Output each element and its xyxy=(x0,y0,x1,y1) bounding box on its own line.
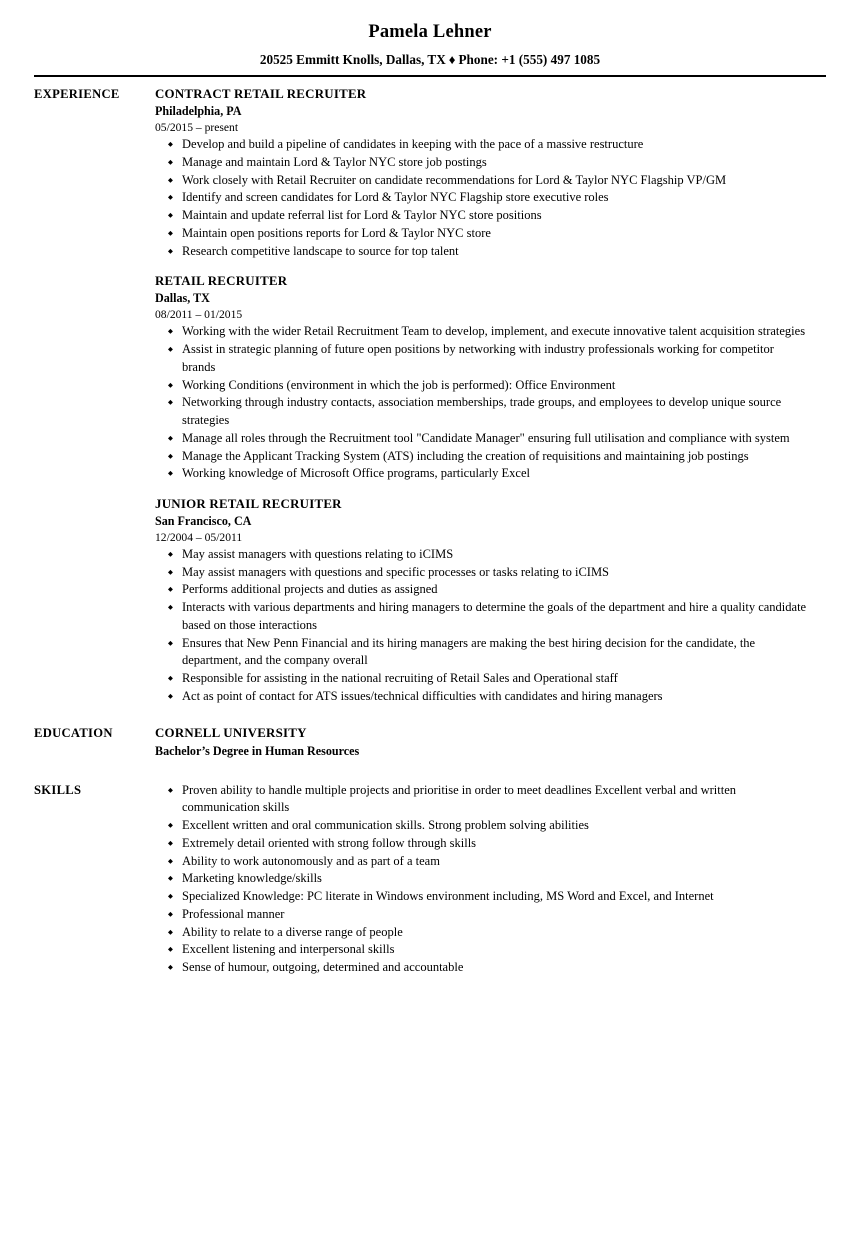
list-item: ◆ Working knowledge of Microsoft Office programs, particularly Excel xyxy=(155,465,810,483)
job-location: San Francisco, CA xyxy=(155,513,252,528)
list-item: ◆ Act as point of contact for ATS issues/technical difficulties with candidates and hiring managers xyxy=(155,688,810,706)
job-entry xyxy=(155,496,810,706)
list-item: ◆ Proven ability to handle multiple projects and prioritise in order to meet deadlines Excellent verbal and written communication skills xyxy=(155,782,810,818)
list-item: ◆ Excellent written and oral communication skills. Strong problem solving abilities xyxy=(155,817,810,835)
job-bullet-list xyxy=(155,323,810,483)
list-item: ◆ Professional manner xyxy=(155,906,810,924)
job-title: CONTRACT RETAIL RECRUITER xyxy=(155,87,367,102)
candidate-name: Pamela Lehner xyxy=(368,22,492,42)
school-name: CORNELL UNIVERSITY xyxy=(155,725,307,740)
list-item: ◆ Ensures that New Penn Financial and its hiring managers are making the best hiring decision for the candidate, the department, and the company overall xyxy=(155,635,810,671)
diamond-separator-icon: ♦ xyxy=(448,52,456,68)
job-location: Philadelphia, PA xyxy=(155,104,242,119)
contact-phone: Phone: +1 (555) 497 1085 xyxy=(458,52,601,68)
education-section xyxy=(0,725,860,760)
list-item: ◆ Identify and screen candidates for Lord & Taylor NYC Flagship store executive roles xyxy=(155,189,810,207)
job-dates: 08/2011 – 01/2015 xyxy=(155,308,243,322)
list-item: ◆ Marketing knowledge/skills xyxy=(155,870,810,888)
list-item: ◆ Extremely detail oriented with strong follow through skills xyxy=(155,835,810,853)
section-label-experience: EXPERIENCE xyxy=(34,87,120,102)
list-item: ◆ Manage and maintain Lord & Taylor NYC store job postings xyxy=(155,154,810,172)
list-item: ◆ Performs additional projects and duties as assigned xyxy=(155,581,810,599)
skills-body xyxy=(155,782,810,977)
degree-name: Bachelor’s Degree in Human Resources xyxy=(155,744,360,759)
education-entry xyxy=(155,725,810,760)
list-item: ◆ Sense of humour, outgoing, determined and accountable xyxy=(155,959,810,977)
header-divider xyxy=(34,75,826,77)
list-item: ◆ May assist managers with questions relating to iCIMS xyxy=(155,546,810,564)
job-bullet-list xyxy=(155,546,810,706)
list-item: ◆ Research competitive landscape to source for top talent xyxy=(155,243,810,261)
job-entry xyxy=(155,86,810,260)
list-item: ◆ Maintain open positions reports for Lord & Taylor NYC store xyxy=(155,225,810,243)
list-item: ◆ Responsible for assisting in the national recruiting of Retail Sales and Operational staff xyxy=(155,670,810,688)
list-item: ◆ Ability to work autonomously and as part of a team xyxy=(155,853,810,871)
skills-bullet-list xyxy=(155,782,810,977)
list-item: ◆ May assist managers with questions and specific processes or tasks relating to iCIMS xyxy=(155,564,810,582)
job-title: RETAIL RECRUITER xyxy=(155,274,288,289)
list-item: ◆ Work closely with Retail Recruiter on candidate recommendations for Lord & Taylor NYC Flagship VP/GM xyxy=(155,172,810,190)
list-item: ◆ Assist in strategic planning of future open positions by networking with industry professionals working for competitor brands xyxy=(155,341,810,377)
contact-line xyxy=(0,52,860,67)
skills-section xyxy=(0,782,860,977)
section-label-education: EDUCATION xyxy=(34,725,113,740)
section-label-skills: SKILLS xyxy=(34,782,82,797)
list-item: ◆ Manage all roles through the Recruitment tool "Candidate Manager" ensuring full utilisation and compliance with system xyxy=(155,430,810,448)
list-item: ◆ Manage the Applicant Tracking System (ATS) including the creation of requisitions and maintaining job postings xyxy=(155,448,810,466)
experience-body xyxy=(155,86,810,705)
list-item: ◆ Interacts with various departments and hiring managers to determine the goals of the department and hire a quality candidate based on those interactions xyxy=(155,599,810,635)
education-body xyxy=(155,725,810,760)
job-bullet-list xyxy=(155,136,810,260)
experience-section xyxy=(0,86,860,705)
job-dates: 05/2015 – present xyxy=(155,121,239,135)
list-item: ◆ Networking through industry contacts, association memberships, trade groups, and employees to develop unique source strategies xyxy=(155,394,810,430)
list-item: ◆ Maintain and update referral list for Lord & Taylor NYC store positions xyxy=(155,207,810,225)
job-title: JUNIOR RETAIL RECRUITER xyxy=(155,497,342,511)
job-entry xyxy=(155,273,810,483)
list-item: ◆ Working Conditions (environment in which the job is performed): Office Environment xyxy=(155,377,810,395)
job-location: Dallas, TX xyxy=(155,291,210,306)
list-item: ◆ Working with the wider Retail Recruitment Team to develop, implement, and execute innovative talent acquisition strategies xyxy=(155,323,810,341)
resume-header xyxy=(0,0,860,77)
list-item: ◆ Develop and build a pipeline of candidates in keeping with the pace of a massive restructure xyxy=(155,136,810,154)
contact-address: 20525 Emmitt Knolls, Dallas, TX xyxy=(259,52,446,68)
list-item: ◆ Excellent listening and interpersonal skills xyxy=(155,941,810,959)
list-item: ◆ Specialized Knowledge: PC literate in Windows environment including, MS Word and Excel, and Internet xyxy=(155,888,810,906)
job-dates: 12/2004 – 05/2011 xyxy=(155,530,243,544)
list-item: ◆ Ability to relate to a diverse range of people xyxy=(155,924,810,942)
